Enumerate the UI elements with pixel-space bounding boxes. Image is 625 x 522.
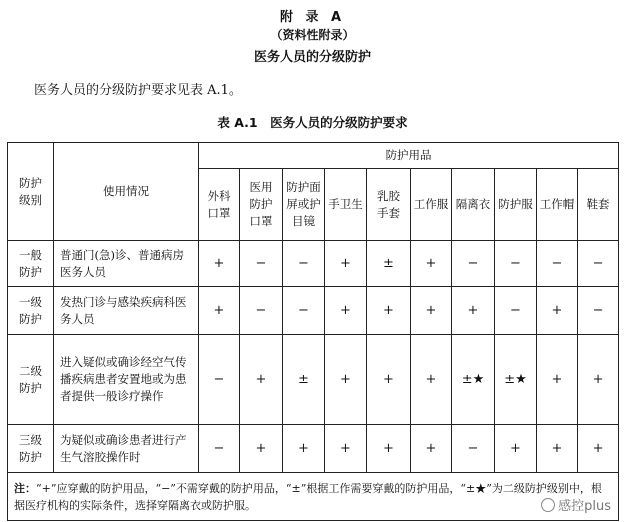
level-cell: 一般防护 xyxy=(8,241,54,287)
level-cell: 二级防护 xyxy=(8,335,54,425)
value-cell: + xyxy=(325,241,367,287)
item-header: 防护面屏或护目镜 xyxy=(283,169,325,241)
section-title: 医务人员的分级防护 xyxy=(253,50,371,65)
item-header: 手卫生 xyxy=(325,169,367,241)
value-cell: + xyxy=(411,425,452,473)
value-cell: + xyxy=(240,335,283,425)
value-cell: + xyxy=(367,335,411,425)
value-cell: − xyxy=(240,287,283,335)
value-cell: + xyxy=(411,287,452,335)
value-cell: − xyxy=(578,287,619,335)
value-cell: + xyxy=(199,241,240,287)
use-cell: 进入疑似或确诊经空气传播疾病患者安置地或为患者提供一般诊疗操作 xyxy=(54,335,199,425)
watermark-text: 感控plus xyxy=(558,499,611,514)
value-cell: − xyxy=(452,241,495,287)
appendix-type: （资料性附录） xyxy=(270,28,355,42)
watermark xyxy=(539,495,613,514)
item-header: 乳胶手套 xyxy=(367,169,411,241)
value-cell: ±★ xyxy=(495,335,537,425)
value-cell: + xyxy=(537,425,578,473)
table-caption: 表 A.1 医务人员的分级防护要求 xyxy=(217,115,408,130)
table-note xyxy=(8,473,619,521)
value-cell: − xyxy=(495,287,537,335)
item-header: 工作服 xyxy=(411,169,452,241)
value-cell: + xyxy=(578,425,619,473)
header-level: 防护级别 xyxy=(8,143,54,241)
value-cell: + xyxy=(325,335,367,425)
use-cell: 为疑似或确诊患者进行产生气溶胶操作时 xyxy=(54,425,199,473)
value-cell: + xyxy=(367,287,411,335)
header-use: 使用情况 xyxy=(54,143,199,241)
value-cell: + xyxy=(411,335,452,425)
value-cell: − xyxy=(199,335,240,425)
note-text: “+”应穿戴的防护用品，“−”不需穿戴的防护用品，“±”根据工作需要穿戴的防护用品，“±★”为二级防护级别中，根据医疗机构的实际条件，选择穿隔离衣或防护服。 xyxy=(14,481,602,512)
table-row xyxy=(8,241,619,287)
item-header: 防护服 xyxy=(495,169,537,241)
value-cell: + xyxy=(240,425,283,473)
value-cell: − xyxy=(240,241,283,287)
use-cell: 普通门(急)诊、普通病房医务人员 xyxy=(54,241,199,287)
value-cell: − xyxy=(283,241,325,287)
value-cell: + xyxy=(367,425,411,473)
value-cell: − xyxy=(578,241,619,287)
value-cell: + xyxy=(325,425,367,473)
wechat-icon xyxy=(541,498,555,512)
header-group: 防护用品 xyxy=(199,143,619,169)
table-note-row xyxy=(8,473,619,521)
value-cell: − xyxy=(537,241,578,287)
value-cell: + xyxy=(411,241,452,287)
value-cell: + xyxy=(325,287,367,335)
use-cell: 发热门诊与感染疾病科医务人员 xyxy=(54,287,199,335)
value-cell: − xyxy=(495,241,537,287)
value-cell: + xyxy=(495,425,537,473)
value-cell: − xyxy=(199,425,240,473)
value-cell: ±★ xyxy=(452,335,495,425)
appendix-title: 附 录 A xyxy=(279,10,346,25)
value-cell: + xyxy=(452,287,495,335)
value-cell: ± xyxy=(283,335,325,425)
protection-table xyxy=(7,142,619,521)
table-row xyxy=(8,425,619,473)
value-cell: + xyxy=(199,287,240,335)
item-header: 鞋套 xyxy=(578,169,619,241)
table-row xyxy=(8,287,619,335)
level-cell: 三级防护 xyxy=(8,425,54,473)
table-row xyxy=(8,335,619,425)
value-cell: + xyxy=(537,335,578,425)
value-cell: + xyxy=(283,425,325,473)
item-header: 工作帽 xyxy=(537,169,578,241)
value-cell: − xyxy=(452,425,495,473)
level-cell: 一级防护 xyxy=(8,287,54,335)
item-header: 隔离衣 xyxy=(452,169,495,241)
value-cell: − xyxy=(283,287,325,335)
value-cell: ± xyxy=(367,241,411,287)
value-cell: + xyxy=(578,335,619,425)
item-header: 外科口罩 xyxy=(199,169,240,241)
item-header: 医用防护口罩 xyxy=(240,169,283,241)
intro-text: 医务人员的分级防护要求见表 A.1。 xyxy=(34,83,242,98)
note-label: 注： xyxy=(14,481,36,495)
value-cell: + xyxy=(537,287,578,335)
